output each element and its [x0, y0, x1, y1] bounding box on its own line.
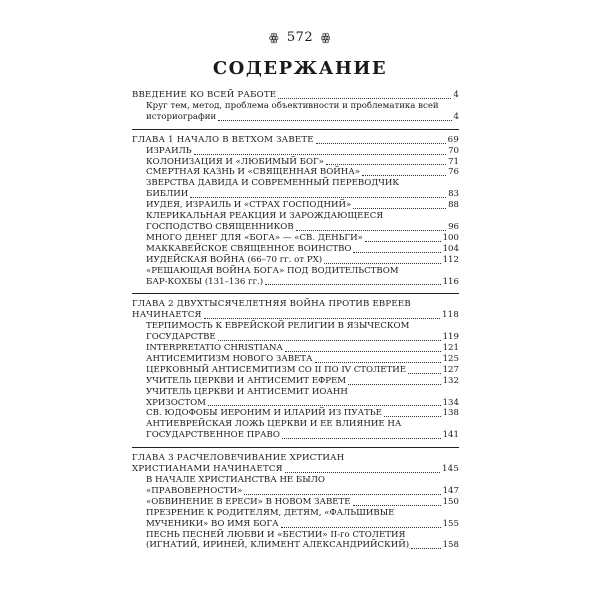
page-title: СОДЕРЖАНИЕ [212, 58, 388, 79]
leader-dots [281, 527, 441, 528]
leader-dots [316, 143, 446, 144]
toc-item-title-line1: КЛЕРИКАЛЬНАЯ РЕАКЦИЯ И ЗАРОЖДАЮЩЕЕСЯ [146, 211, 384, 222]
toc-item [132, 376, 459, 387]
leader-dots [411, 548, 441, 549]
toc-item [132, 430, 459, 441]
toc-item [132, 332, 459, 343]
toc-item-title-line2: ГОСПОДСТВО СВЯЩЕННИКОВ [146, 221, 294, 232]
toc-item-title-line1: «РЕШАЮЩАЯ ВОЙНА БОГА» ПОД ВОДИТЕЛЬСТВОМ [146, 265, 399, 276]
leader-dots [408, 373, 441, 374]
toc-chapter-title-line2: НАЧИНАЕТСЯ [132, 310, 202, 321]
toc-item-title: ИУДЕЯ, ИЗРАИЛЬ И «СТРАХ ГОСПОДНИЙ» [146, 200, 352, 211]
page-number [0, 30, 600, 45]
toc-item [132, 497, 459, 508]
toc-intro-desc-page: 4 [453, 111, 459, 122]
toc-item-title: МНОГО ДЕНЕГ ДЛЯ «БОГА» — «СВ. ДЕНЬГИ» [146, 232, 363, 243]
leader-dots [348, 384, 440, 385]
section-divider [132, 129, 459, 130]
toc-item-title: ИУДЕЙСКАЯ ВОЙНА (66–70 гг. от РХ) [146, 254, 323, 265]
leader-dots [324, 263, 441, 264]
leader-dots [244, 494, 440, 495]
toc-item [132, 146, 459, 157]
toc-item-page: 138 [442, 408, 459, 419]
toc-item-title-line2: ХРИЗОСТОМ [146, 397, 206, 408]
toc-item-title-line1: АНТИЕВРЕЙСКАЯ ЛОЖЬ ЦЕРКВИ И ЕЕ ВЛИЯНИЕ НА [146, 419, 402, 430]
leader-dots [362, 175, 446, 176]
toc-item-title-line1: ТЕРПИМОСТЬ К ЕВРЕЙСКОЙ РЕЛИГИИ В ЯЗЫЧЕСКОМ [146, 321, 410, 332]
toc-item-page: 155 [442, 518, 459, 529]
toc-item [132, 200, 459, 211]
leader-dots [265, 284, 440, 285]
toc-item-title-line2: БИБЛИИ [146, 189, 189, 200]
toc-item-title-line2: БАР-КОХБЫ (131–136 гг.) [146, 276, 264, 287]
toc-item [132, 365, 459, 376]
toc-item-page: 125 [442, 353, 459, 364]
leader-dots [326, 164, 446, 165]
leader-dots [285, 472, 440, 473]
toc-item-page: 104 [442, 243, 459, 254]
toc-item-page: 158 [442, 540, 459, 551]
toc-chapter-title-line2: ХРИСТИАНАМИ НАЧИНАЕТСЯ [132, 464, 283, 475]
toc-item-title: АНТИСЕМИТИЗМ НОВОГО ЗАВЕТА [146, 353, 313, 364]
toc-intro [132, 90, 459, 101]
toc-item-title: МАККАВЕЙСКОЕ СВЯЩЕННОЕ ВОИНСТВО [146, 243, 352, 254]
toc-item-title: INTERPRETATIO CHRISTIANA [146, 343, 283, 354]
ornament-right-icon: ꙮ [320, 31, 331, 44]
leader-dots [353, 208, 446, 209]
toc-item [132, 157, 459, 168]
toc-item [132, 408, 459, 419]
toc-item-page: 134 [442, 397, 459, 408]
leader-dots [194, 154, 446, 155]
leader-dots [282, 438, 441, 439]
toc-item-title: «ОБВИНЕНИЕ В ЕРЕСИ» В НОВОМ ЗАВЕТЕ [146, 496, 351, 507]
toc-chapter-2 [132, 310, 459, 321]
leader-dots [218, 120, 451, 121]
toc-item-page: 121 [442, 343, 459, 354]
toc-item-title-line1: ПРЕЗРЕНИЕ К РОДИТЕЛЯМ, ДЕТЯМ, «ФАЛЬШИВЫЕ [146, 507, 395, 518]
toc-item [132, 540, 459, 551]
toc-item-title-line1: ЗВЕРСТВА ДАВИДА И СОВРЕМЕННЫЙ ПЕРЕВОДЧИК [146, 178, 400, 189]
toc-intro-desc-line1: Круг тем, метод, проблема объективности и проблематика всей [146, 100, 439, 111]
leader-dots [315, 362, 441, 363]
toc-item [132, 233, 459, 244]
toc-item-page: 76 [448, 167, 459, 178]
toc-item-title-line2: «ПРАВОВЕРНОСТИ» [146, 485, 243, 496]
toc-item-page: 127 [442, 364, 459, 375]
toc-chapter-1 [132, 135, 459, 146]
leader-dots [204, 318, 440, 319]
toc-intro-desc-line2: историографии [146, 111, 217, 122]
toc-item-page: 83 [448, 189, 459, 200]
toc-item [132, 486, 459, 497]
section-divider [132, 293, 459, 294]
toc-item-title: СМЕРТНАЯ КАЗНЬ И «СВЯЩЕННАЯ ВОЙНА» [146, 167, 361, 178]
toc-item-page: 116 [442, 276, 459, 287]
toc-item [132, 189, 459, 200]
toc-item-page: 96 [448, 221, 459, 232]
leader-dots [218, 340, 441, 341]
toc-intro-desc [132, 112, 459, 123]
toc-item [132, 343, 459, 354]
page-number-value: 572 [286, 30, 314, 45]
toc-item [132, 167, 459, 178]
toc-intro-page: 4 [453, 90, 459, 100]
leader-dots [353, 252, 440, 253]
toc-intro-title: ВВЕДЕНИЕ КО ВСЕЙ РАБОТЕ [132, 90, 277, 100]
toc-item-page: 71 [448, 156, 459, 167]
leader-dots [208, 405, 441, 406]
toc-item-title-line1: В НАЧАЛЕ ХРИСТИАНСТВА НЕ БЫЛО [146, 475, 325, 485]
toc-item-page: 119 [442, 332, 459, 343]
leader-dots [190, 197, 446, 198]
toc-item-title-line2: МУЧЕНИКИ» ВО ИМЯ БОГА [146, 518, 279, 529]
leader-dots [285, 351, 441, 352]
toc-item [132, 398, 459, 409]
toc-item-page: 147 [442, 485, 459, 496]
toc-chapter-title: ГЛАВА 1 НАЧАЛО В ВЕТХОМ ЗАВЕТЕ [132, 134, 314, 145]
toc-chapter-page: 118 [441, 310, 459, 321]
toc-item [132, 222, 459, 233]
toc-item-title: ИЗРАИЛЬ [146, 145, 192, 156]
toc-item-page: 132 [442, 375, 459, 386]
toc-item-page: 88 [448, 200, 459, 211]
toc-item-title-line2: (ИГНАТИЙ, ИРИНЕЙ, КЛИМЕНТ АЛЕКСАНДРИЙСКИЙ) [146, 540, 410, 551]
leader-dots [296, 230, 446, 231]
leader-dots [365, 241, 441, 242]
toc-item-title: ЦЕРКОВНЫЙ АНТИСЕМИТИЗМ СО II ПО IV СТОЛЕТИЕ [146, 364, 406, 375]
ornament-left-icon: ꙮ [269, 31, 280, 44]
toc-item-page: 70 [448, 145, 459, 156]
toc-item-title-line1: УЧИТЕЛЬ ЦЕРКВИ И АНТИСЕМИТ ИОАНН [146, 386, 348, 397]
toc-chapter-3-title-line1: ГЛАВА 3 РАСЧЕЛОВЕЧИВАНИЕ ХРИСТИАН [132, 453, 345, 464]
toc-item [132, 277, 459, 288]
toc-item-page: 100 [442, 232, 459, 243]
toc-item-page: 141 [442, 430, 459, 441]
toc-chapter-page: 145 [441, 464, 459, 475]
table-of-contents [132, 90, 459, 551]
toc-chapter-page: 69 [447, 134, 459, 145]
leader-dots [384, 416, 441, 417]
toc-item-title: УЧИТЕЛЬ ЦЕРКВИ И АНТИСЕМИТ ЕФРЕМ [146, 375, 347, 386]
toc-item [132, 244, 459, 255]
toc-chapter-3 [132, 464, 459, 475]
toc-item-title: КОЛОНИЗАЦИЯ И «ЛЮБИМЫЙ БОГ» [146, 156, 324, 167]
toc-chapter-2-title-line1: ГЛАВА 2 ДВУХТЫСЯЧЕЛЕТНЯЯ ВОЙНА ПРОТИВ ЕВРЕЕВ [132, 299, 411, 310]
toc-item-title-line1: ПЕСНЬ ПЕСНЕЙ ЛЮБВИ И «БЕСТИИ» II-го СТОЛЕТИЯ [146, 529, 406, 540]
toc-item-title-line2: ГОСУДАРСТВЕ [146, 332, 216, 343]
toc-item-page: 112 [442, 254, 459, 265]
toc-item [132, 519, 459, 530]
leader-dots [353, 505, 441, 506]
section-divider [132, 447, 459, 448]
toc-item-page: 150 [442, 496, 459, 507]
toc-item-title: СВ. ЮДОФОБЫ ИЕРОНИМ И ИЛАРИЙ ИЗ ПУАТЬЕ [146, 408, 382, 419]
toc-item [132, 354, 459, 365]
toc-item [132, 255, 459, 266]
toc-item-title-line2: ГОСУДАРСТВЕННОЕ ПРАВО [146, 430, 280, 441]
leader-dots [278, 98, 451, 99]
